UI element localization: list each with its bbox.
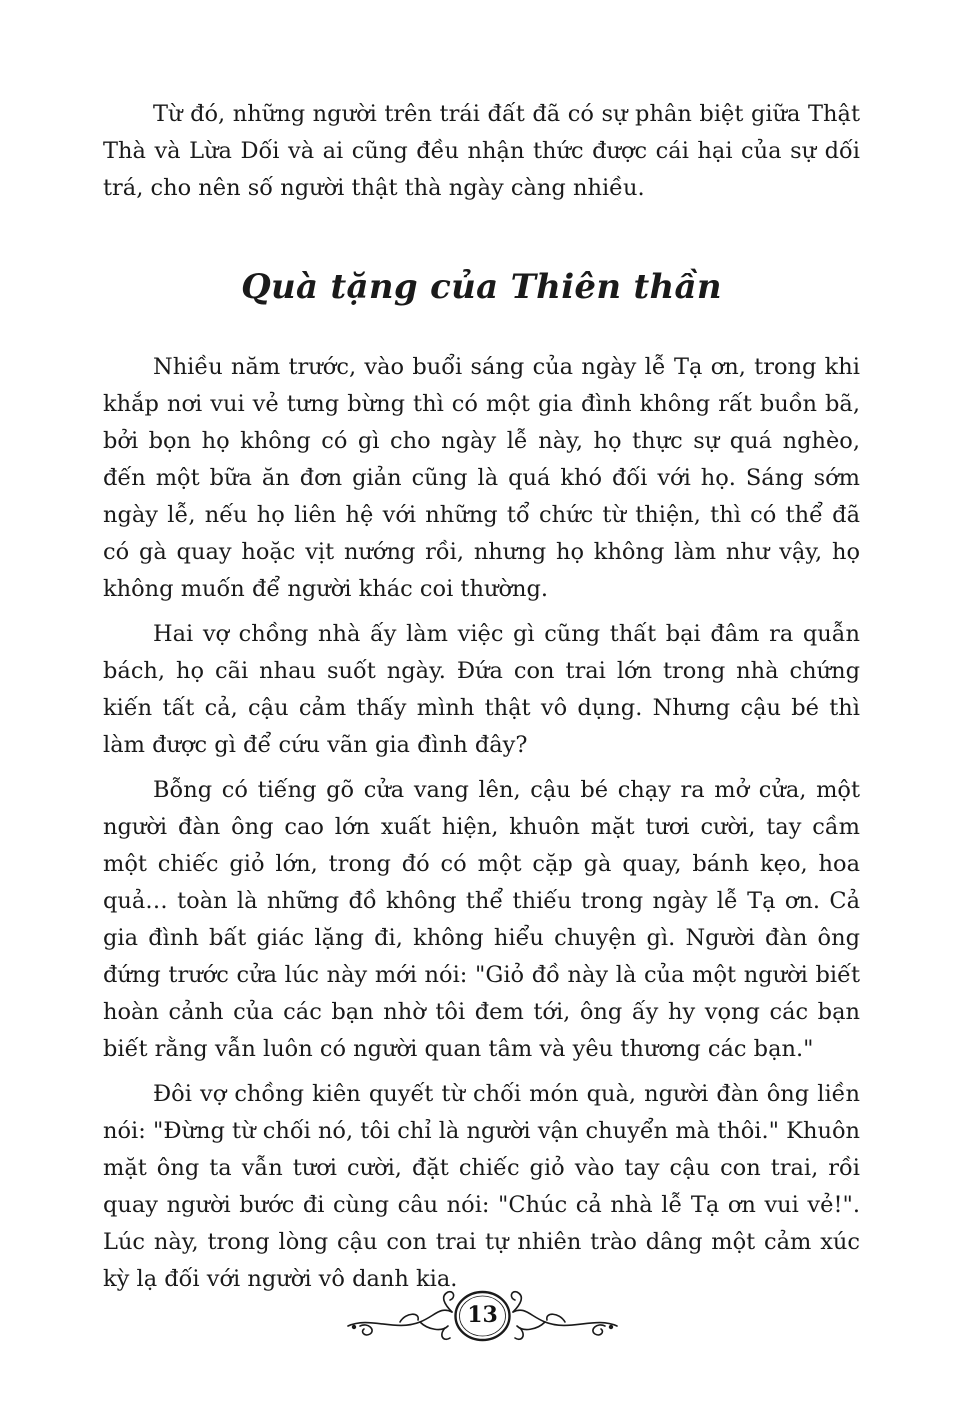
story-paragraph-4: Đôi vợ chồng kiên quyết từ chối món quà, người đàn ông liền nói: "Đừng từ chối nó, tôi chỉ là người vận chuyển mà thôi." Khuôn mặt ông ta vẫn tươi cười, đặt chiếc giỏ vào tay cậu con trai, rồi quay người bước đi cùng câu nói: "Chúc cả nhà lễ Tạ ơn vui vẻ!". Lúc này, trong lòng cậu con trai tự nhiên trào dâng một cảm xúc kỳ lạ đối với người vô danh kia. — [103, 1081, 860, 1292]
story-paragraph-2: Hai vợ chồng nhà ấy làm việc gì cũng thất bại đâm ra quẫn bách, họ cãi nhau suốt ngày. Đứa con trai lớn trong nhà chứng kiến tất cả, cậu cảm thấy mình thật vô dụng. Nhưng cậu bé thì làm được gì để cứu vãn gia đình đây? — [103, 621, 860, 758]
story-paragraph-3: Bỗng có tiếng gõ cửa vang lên, cậu bé chạy ra mở cửa, một người đàn ông cao lớn xuất hiện, khuôn mặt tươi cười, tay cầm một chiếc giỏ lớn, trong đó có một cặp gà quay, bánh kẹo, hoa quả… toàn là những đồ không thể thiếu trong ngày lễ Tạ ơn. Cả gia đình bất giác lặng đi, không hiểu chuyện gì. Người đàn ông đứng trước cửa lúc này mới nói: "Giỏ đồ này là của một người biết hoàn cảnh của các bạn nhờ tôi đem tới, ông ấy hy vọng các bạn biết rằng vẫn luôn có người quan tâm và yêu thương các bạn." — [103, 777, 860, 1062]
story-title: Quà tặng của Thiên thần — [241, 267, 722, 307]
page-footer-ornament — [340, 1282, 625, 1354]
page-content — [103, 96, 860, 1298]
story-paragraph-1: Nhiều năm trước, vào buổi sáng của ngày lễ Tạ ơn, trong khi khắp nơi vui vẻ tưng bừng thì có một gia đình không rất buồn bã, bởi bọn họ không có gì cho ngày lễ này, họ thực sự quá nghèo, đến một bữa ăn đơn giản cũng là quá khó đối với họ. Sáng sớm ngày lễ, nếu họ liên hệ với những tổ chức từ thiện, thì có thể đã có gà quay hoặc vịt nướng rồi, nhưng họ không làm như vậy, họ không muốn để người khác coi thường. — [103, 354, 860, 602]
page-number: 13 — [467, 1302, 498, 1328]
intro-paragraph: Từ đó, những người trên trái đất đã có sự phân biệt giữa Thật Thà và Lừa Dối và ai cũng đều nhận thức được cái hại của sự dối trá, cho nên số người thật thà ngày càng nhiều. — [103, 101, 860, 201]
